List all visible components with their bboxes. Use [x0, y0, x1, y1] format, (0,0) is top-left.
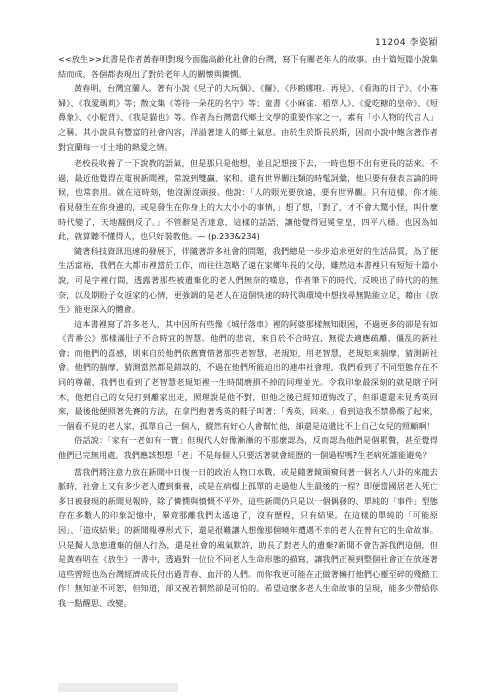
essay-paragraph-intro: <<放生>>此書是作者黃春明對現今面臨高齡化社會的台灣，寫下有關老年人的故事。由十篇短篇小說集結而成，各個都表現出了對於老年人的關懷與憐憫。	[58, 54, 438, 79]
student-info-header: 11204 李姿穎	[375, 38, 438, 48]
essay-paragraph-characters: 這本書裡寫了許多老人，其中因所有些像《城仔落車》裡的阿婆那樣無知眼困，不過更多的卻是有如《青番公》那樣滿肚子不合時宜的智慧。他們的悲哀，來自於不合時宜，無從去適應疏離、僵乱的新社會；而他們的喜感，則來自於他們依舊寶惜著那些老智慧，老規矩，用老智慧，老規矩來揣摩，猜測新社會。他們的揣摩，猜測當然都是錯誤的，不過在他們所能迫出的連串社會理，我們看到了不同型態存在不同的尊嚴，我們也看到了老智慧老規矩裡一生時間磨損不掉的同理並光。令我印象最深刻的就是瞎子阿木，他把自己的女兒打到離家出走，照理說是他不對，但他之後已經知道悔改了，但卻還還未見秀英回來，最後他便照著先賽的方法，在拿門抱著秀英的鞋子叫著：「秀英，回來。」看到這我不禁鼻酸了起來，一個看不見的老人家，孤單自己一個人，縱然有好心人會幫忙他，卻還是這遺比不上自己女兒的照顧啊！	[58, 318, 438, 431]
essay-paragraph-quote: 老校長收養了一下說教的語氣，但是那只是他想，並且記想接下去，一時也想不出有更長的話來。不過，最近他覺得在電視新聞裡，常說到雙贏、家和、還有世界關注類的時髦詞彙，他只要有發表言論的時候，也常套用。就在這時刻，他沒源沒頭接。他說：「人的眼光要放遠，要有世界觀。只有這樣，你才能看見發生在你身邊的，或是發生在你身上的大大小小的事情，」想了想，「對了，才不會大驚小怪，叫什麼時代變了，天地翻倒反了。」不管辭是否達意，這樣的話語，讓他覺得冠冕堂皇，四平八穩。也因為如此，就算聽不懂得人，也只好裝教他。— (p.233&234)	[58, 158, 438, 242]
footer-shade	[58, 683, 178, 692]
essay-paragraph-conclusion: 當我們將注意力放在新聞中日復一日的政治人物口水戰，或是隨著鏡頭窺伺著一個名人八卦的來龍去脈時，社會上又有多少老人遭到棄養，或是在病榻上孤單的走過他人生最後的一程？即便當國居老人死亡多日被發現的新聞見報時，除了憐憫與憤慨不平外，這些新聞仍只是以一個偶發的、單純的「事件」型態存在多數人的印象記憶中，畢竟那離我們太遙遠了，沒有歷程，只有結果。在這樣的單純的「可能原因」、「造成結果」的新聞報導形式下，還是很難讓人想像那個曉年遭遇不幸的老人在曾有它的生命故事。只是擬人急患遺棄的個人行為，還是社會的風氣默許，助長了對老人的遺棄?新聞不會告訴我們這個，但是黃春明在《放生》一書中，透過對一位位不同老人生命形態的描寫，讓我們正視到整個社會正在放逐著這些曾經也為台灣經濟成長付出過青春、血汗的人們。而你我更可能在正做著擁打他們心靈至碎的殘酷工作！無知並不可恕，但知道，卻又視若惘然卻是可怕的。希望這麼多老人生命故事的呈現，能多少帶給你我一點醒思、改變。	[58, 466, 438, 608]
essay-paragraph-context: 隨著科技資訊迅速的發展下，伴隨著許多社會的問題，我們總是一步步追求更好的生活品質，為了便生活富裕，我們在大都市裡當於工作，而往往忽略了遠在家鄉年長的父母，雖然這本書裡只有短短十篇小說，可是字裡行間，透露著那些被遺棄化的老人們無奈的嘆息，作者筆下的時代，反映出了時代的的無奈，以及期盼子女返家的心情，更強調的是老人在這個快速的時代與環境中想找尋無點能立足，藉由《放生》能更深入的體會。	[58, 245, 438, 315]
essay-body	[58, 52, 438, 611]
essay-paragraph-author: 黃春明，台灣宜蘭人。著有小說《兒子的大玩偶》、《鑼》、《莎喲娜啦．再見》、《看海的日子》、《小寡婦》、《我愛瑪莉》等；散文集《等待一朵花的名字》等；童書《小麻雀．稻草人》、《愛吃糖的皇帝》、《短鼻象》、《小駝背》、《我是貓也》等。作者為台灣當代鄉土文學的重要作家之一，素有「小人物的代言人」之稱。其小說具有豐富的社會內容，洋溢著達人的鄉土氣息。由於生於斯長於斯，因而小說中飽含著作者對宜蘭每一寸土地的熱愛之情。	[58, 83, 438, 152]
essay-paragraph-proverb: 俗話說：「家有一老如有一寶」但現代人好像漸漸的不那麼認為，反而認為他們是個累贅，甚至覺得他們已完無用處。我們應該想想「老」不是每個人只要活著就會經歷的一個過程嗎?生老病死誰能避免？	[58, 435, 438, 461]
